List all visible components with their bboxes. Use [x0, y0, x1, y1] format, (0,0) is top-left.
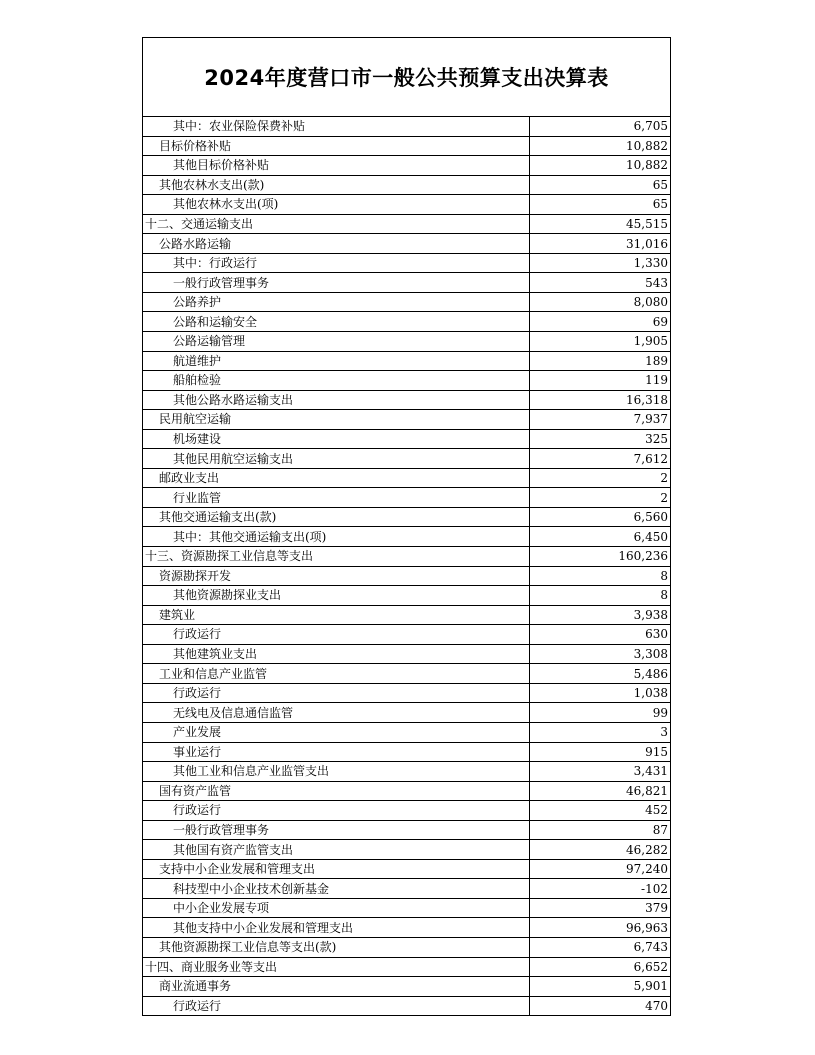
item-amount-cell: 915 — [530, 742, 671, 762]
item-name-cell: 无线电及信息通信监管 — [143, 703, 530, 723]
item-amount-cell: 6,652 — [530, 957, 671, 977]
item-name-cell: 其他工业和信息产业监管支出 — [143, 762, 530, 782]
item-amount-cell: 97,240 — [530, 859, 671, 879]
title-cell — [143, 38, 670, 117]
item-name-cell: 公路养护 — [143, 292, 530, 312]
table-row — [143, 683, 670, 703]
item-amount-cell: 325 — [530, 429, 671, 449]
item-amount-cell: 6,705 — [530, 117, 671, 136]
item-name-cell: 其中：农业保险保费补贴 — [143, 117, 530, 136]
item-amount-cell: 119 — [530, 371, 671, 391]
item-amount-cell: 16,318 — [530, 390, 671, 410]
table-row — [143, 898, 670, 918]
item-amount-cell: 630 — [530, 625, 671, 645]
item-name-cell: 产业发展 — [143, 722, 530, 742]
item-name-cell: 目标价格补贴 — [143, 136, 530, 156]
budget-table-sheet — [142, 37, 671, 1016]
item-name-cell: 其他农林水支出(项) — [143, 195, 530, 215]
item-amount-cell: 46,821 — [530, 781, 671, 801]
item-amount-cell: 99 — [530, 703, 671, 723]
item-name-cell: 工业和信息产业监管 — [143, 664, 530, 684]
item-amount-cell: 3,431 — [530, 762, 671, 782]
table-row — [143, 996, 670, 1015]
item-name-cell: 行政运行 — [143, 625, 530, 645]
item-name-cell: 机场建设 — [143, 429, 530, 449]
table-row — [143, 273, 670, 293]
item-amount-cell: 470 — [530, 996, 671, 1015]
table-row — [143, 722, 670, 742]
item-amount-cell: 69 — [530, 312, 671, 332]
item-amount-cell: 96,963 — [530, 918, 671, 938]
item-amount-cell: 2 — [530, 488, 671, 508]
table-row — [143, 644, 670, 664]
table-row — [143, 507, 670, 527]
item-amount-cell: 6,450 — [530, 527, 671, 547]
item-name-cell: 公路运输管理 — [143, 332, 530, 352]
table-row — [143, 429, 670, 449]
table-row — [143, 664, 670, 684]
item-name-cell: 其他民用航空运输支出 — [143, 449, 530, 469]
table-row — [143, 234, 670, 254]
table-row — [143, 292, 670, 312]
item-amount-cell: 31,016 — [530, 234, 671, 254]
table-row — [143, 332, 670, 352]
table-row — [143, 351, 670, 371]
table-row — [143, 468, 670, 488]
item-name-cell: 十二、交通运输支出 — [143, 214, 530, 234]
item-amount-cell: 7,937 — [530, 410, 671, 430]
table-row — [143, 742, 670, 762]
item-amount-cell: 10,882 — [530, 136, 671, 156]
item-amount-cell: 10,882 — [530, 156, 671, 176]
item-name-cell: 一般行政管理事务 — [143, 273, 530, 293]
item-amount-cell: 65 — [530, 175, 671, 195]
item-amount-cell: 65 — [530, 195, 671, 215]
item-name-cell: 行政运行 — [143, 996, 530, 1015]
table-row — [143, 703, 670, 723]
item-amount-cell: 3,308 — [530, 644, 671, 664]
item-amount-cell: 7,612 — [530, 449, 671, 469]
table-row — [143, 977, 670, 997]
item-amount-cell: 46,282 — [530, 840, 671, 860]
item-amount-cell: 160,236 — [530, 547, 671, 567]
table-row — [143, 840, 670, 860]
table-row — [143, 957, 670, 977]
item-name-cell: 其他目标价格补贴 — [143, 156, 530, 176]
item-amount-cell: 452 — [530, 801, 671, 821]
item-name-cell: 行政运行 — [143, 683, 530, 703]
item-name-cell: 行业监管 — [143, 488, 530, 508]
table-row — [143, 449, 670, 469]
table-row — [143, 214, 670, 234]
table-row — [143, 175, 670, 195]
table-row — [143, 781, 670, 801]
item-name-cell: 国有资产监管 — [143, 781, 530, 801]
item-name-cell: 民用航空运输 — [143, 410, 530, 430]
item-name-cell: 其他支持中小企业发展和管理支出 — [143, 918, 530, 938]
item-amount-cell: 3,938 — [530, 605, 671, 625]
item-name-cell: 资源勘探开发 — [143, 566, 530, 586]
table-row — [143, 410, 670, 430]
table-row — [143, 312, 670, 332]
item-name-cell: 科技型中小企业技术创新基金 — [143, 879, 530, 899]
item-name-cell: 公路和运输安全 — [143, 312, 530, 332]
item-amount-cell: 543 — [530, 273, 671, 293]
table-row — [143, 253, 670, 273]
item-amount-cell: 1,038 — [530, 683, 671, 703]
item-name-cell: 十三、资源勘探工业信息等支出 — [143, 547, 530, 567]
item-name-cell: 建筑业 — [143, 605, 530, 625]
item-name-cell: 事业运行 — [143, 742, 530, 762]
item-name-cell: 商业流通事务 — [143, 977, 530, 997]
item-amount-cell: 8 — [530, 566, 671, 586]
item-name-cell: 其他建筑业支出 — [143, 644, 530, 664]
item-name-cell: 其他资源勘探工业信息等支出(款) — [143, 937, 530, 957]
table-row — [143, 527, 670, 547]
item-name-cell: 邮政业支出 — [143, 468, 530, 488]
table-row — [143, 820, 670, 840]
table-row — [143, 879, 670, 899]
table-row — [143, 371, 670, 391]
item-amount-cell: 87 — [530, 820, 671, 840]
item-name-cell: 行政运行 — [143, 801, 530, 821]
item-amount-cell: 5,901 — [530, 977, 671, 997]
item-name-cell: 船舶检验 — [143, 371, 530, 391]
item-name-cell: 其他农林水支出(款) — [143, 175, 530, 195]
item-name-cell: 中小企业发展专项 — [143, 898, 530, 918]
item-name-cell: 其他国有资产监管支出 — [143, 840, 530, 860]
item-name-cell: 公路水路运输 — [143, 234, 530, 254]
table-row — [143, 937, 670, 957]
item-amount-cell: 3 — [530, 722, 671, 742]
table-row — [143, 918, 670, 938]
item-amount-cell: 6,743 — [530, 937, 671, 957]
item-name-cell: 航道维护 — [143, 351, 530, 371]
item-amount-cell: 8 — [530, 586, 671, 606]
table-row — [143, 801, 670, 821]
item-name-cell: 其他交通运输支出(款) — [143, 507, 530, 527]
budget-table — [143, 117, 670, 1015]
item-name-cell: 其他公路水路运输支出 — [143, 390, 530, 410]
item-amount-cell: 8,080 — [530, 292, 671, 312]
table-row — [143, 762, 670, 782]
table-body — [143, 117, 670, 1015]
table-row — [143, 488, 670, 508]
item-amount-cell: 379 — [530, 898, 671, 918]
table-row — [143, 566, 670, 586]
table-row — [143, 625, 670, 645]
item-name-cell: 其他资源勘探业支出 — [143, 586, 530, 606]
item-amount-cell: 1,905 — [530, 332, 671, 352]
item-amount-cell: 45,515 — [530, 214, 671, 234]
table-row — [143, 547, 670, 567]
table-row — [143, 117, 670, 136]
item-amount-cell: 189 — [530, 351, 671, 371]
item-name-cell: 支持中小企业发展和管理支出 — [143, 859, 530, 879]
table-row — [143, 390, 670, 410]
item-name-cell: 其中：其他交通运输支出(项) — [143, 527, 530, 547]
table-row — [143, 136, 670, 156]
table-row — [143, 605, 670, 625]
table-row — [143, 586, 670, 606]
item-name-cell: 其中：行政运行 — [143, 253, 530, 273]
table-row — [143, 156, 670, 176]
table-row — [143, 859, 670, 879]
item-amount-cell: 2 — [530, 468, 671, 488]
table-title: 2024年度营口市一般公共预算支出决算表 — [204, 66, 609, 90]
item-name-cell: 一般行政管理事务 — [143, 820, 530, 840]
table-row — [143, 195, 670, 215]
item-amount-cell: 6,560 — [530, 507, 671, 527]
item-amount-cell: -102 — [530, 879, 671, 899]
item-name-cell: 十四、商业服务业等支出 — [143, 957, 530, 977]
item-amount-cell: 5,486 — [530, 664, 671, 684]
item-amount-cell: 1,330 — [530, 253, 671, 273]
